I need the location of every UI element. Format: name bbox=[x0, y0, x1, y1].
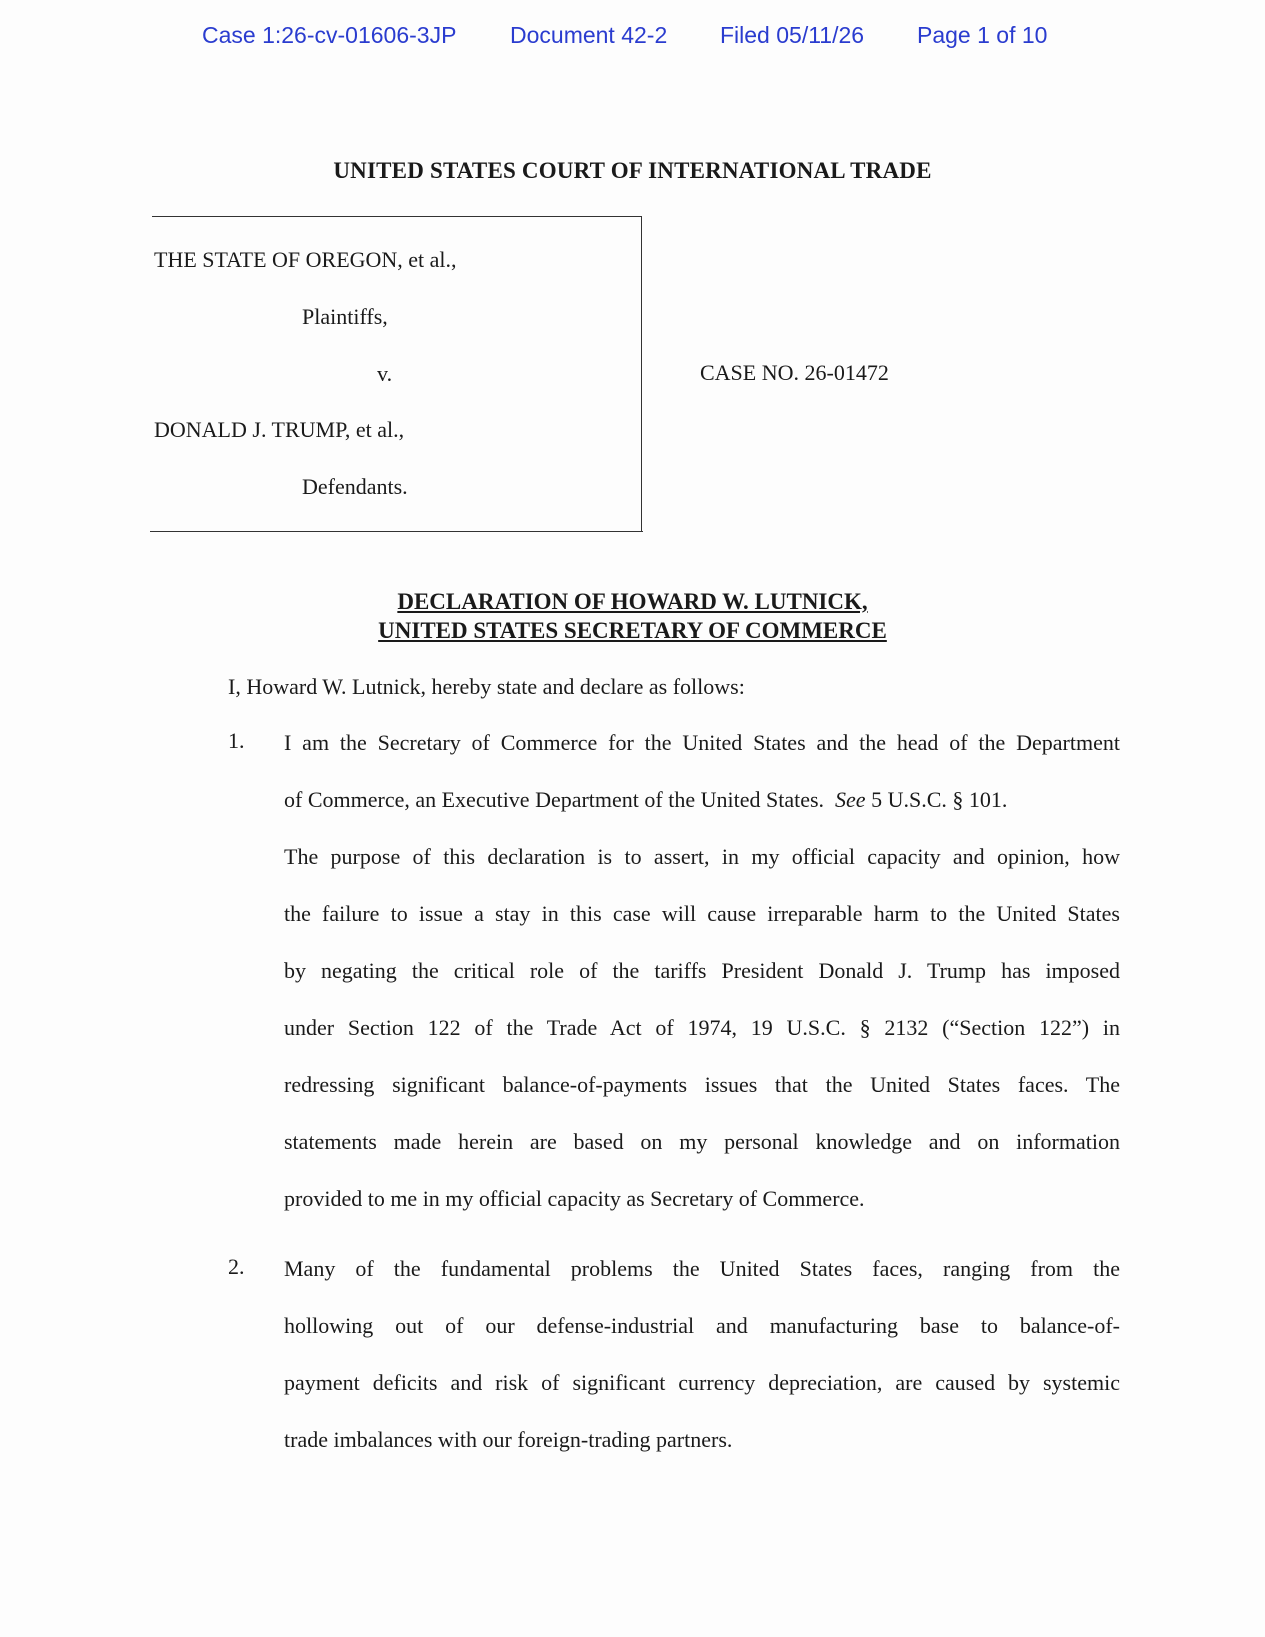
paragraph-line: hollowing out of our defense-industrial and manufacturing base to balance-of- bbox=[284, 1313, 1120, 1338]
header-document-number: Document 42-2 bbox=[510, 22, 668, 48]
paragraph-line: the failure to issue a stay in this case will cause irreparable harm to the United States bbox=[284, 901, 1120, 926]
caption-plaintiff-name: THE STATE OF OREGON, et al., bbox=[154, 247, 457, 272]
declaration-title-line-1: DECLARATION OF HOWARD W. LUTNICK, bbox=[397, 589, 868, 614]
header-case-number: Case 1:26-cv-01606-3JP bbox=[202, 22, 457, 48]
paragraph-line: redressing significant balance-of-payments issues that the United States faces. The bbox=[284, 1072, 1120, 1097]
caption-top-rule bbox=[152, 216, 642, 217]
caption-defendant-name: DONALD J. TRUMP, et al., bbox=[154, 417, 405, 442]
paragraph-line: provided to me in my official capacity as Secretary of Commerce. bbox=[284, 1186, 865, 1211]
paragraph-line: by negating the critical role of the tariffs President Donald J. Trump has imposed bbox=[284, 958, 1120, 983]
paragraph-number: 1. bbox=[228, 728, 245, 753]
paragraph-text bbox=[284, 1240, 1120, 1468]
header-filed-date: Filed 05/11/26 bbox=[720, 22, 865, 48]
paragraph-line: The purpose of this declaration is to assert, in my official capacity and opinion, how bbox=[284, 844, 1120, 869]
paragraph-line: I am the Secretary of Commerce for the United States and the head of the Department bbox=[284, 730, 1120, 755]
paragraph-line-segment: of Commerce, an Executive Department of the United States. bbox=[284, 787, 825, 812]
caption-right-rule bbox=[641, 216, 642, 532]
header-page-number: Page 1 of 10 bbox=[917, 22, 1048, 48]
paragraph-line: statements made herein are based on my personal knowledge and on information bbox=[284, 1129, 1120, 1154]
paragraph-line: payment deficits and risk of significant currency depreciation, are caused by systemic bbox=[284, 1370, 1120, 1395]
caption-bottom-rule bbox=[150, 531, 643, 532]
paragraph-text bbox=[284, 714, 1120, 1227]
caption-case-number: CASE NO. 26-01472 bbox=[700, 360, 889, 385]
paragraph-line: trade imbalances with our foreign-trading partners. bbox=[284, 1427, 733, 1452]
paragraph-line: under Section 122 of the Trade Act of 1974, 19 U.S.C. § 2132 (“Section 122”) in bbox=[284, 1015, 1120, 1040]
caption-defendants-label: Defendants. bbox=[302, 474, 408, 499]
citation-signal: See bbox=[835, 787, 866, 812]
paragraph-number: 2. bbox=[228, 1254, 245, 1279]
paragraph-line-segment: 5 U.S.C. § 101. bbox=[871, 787, 1008, 812]
declaration-title-line-2: UNITED STATES SECRETARY OF COMMERCE bbox=[378, 618, 887, 643]
caption-plaintiffs-label: Plaintiffs, bbox=[302, 304, 388, 329]
court-name: UNITED STATES COURT OF INTERNATIONAL TRADE bbox=[333, 158, 932, 183]
ecf-filing-header bbox=[0, 22, 1265, 52]
caption-versus: v. bbox=[377, 361, 393, 386]
paragraph-line bbox=[284, 771, 1120, 828]
intro-statement: I, Howard W. Lutnick, hereby state and declare as follows: bbox=[228, 674, 745, 699]
declaration-title bbox=[0, 587, 1265, 645]
paragraph-line: Many of the fundamental problems the United States faces, ranging from the bbox=[284, 1256, 1120, 1281]
